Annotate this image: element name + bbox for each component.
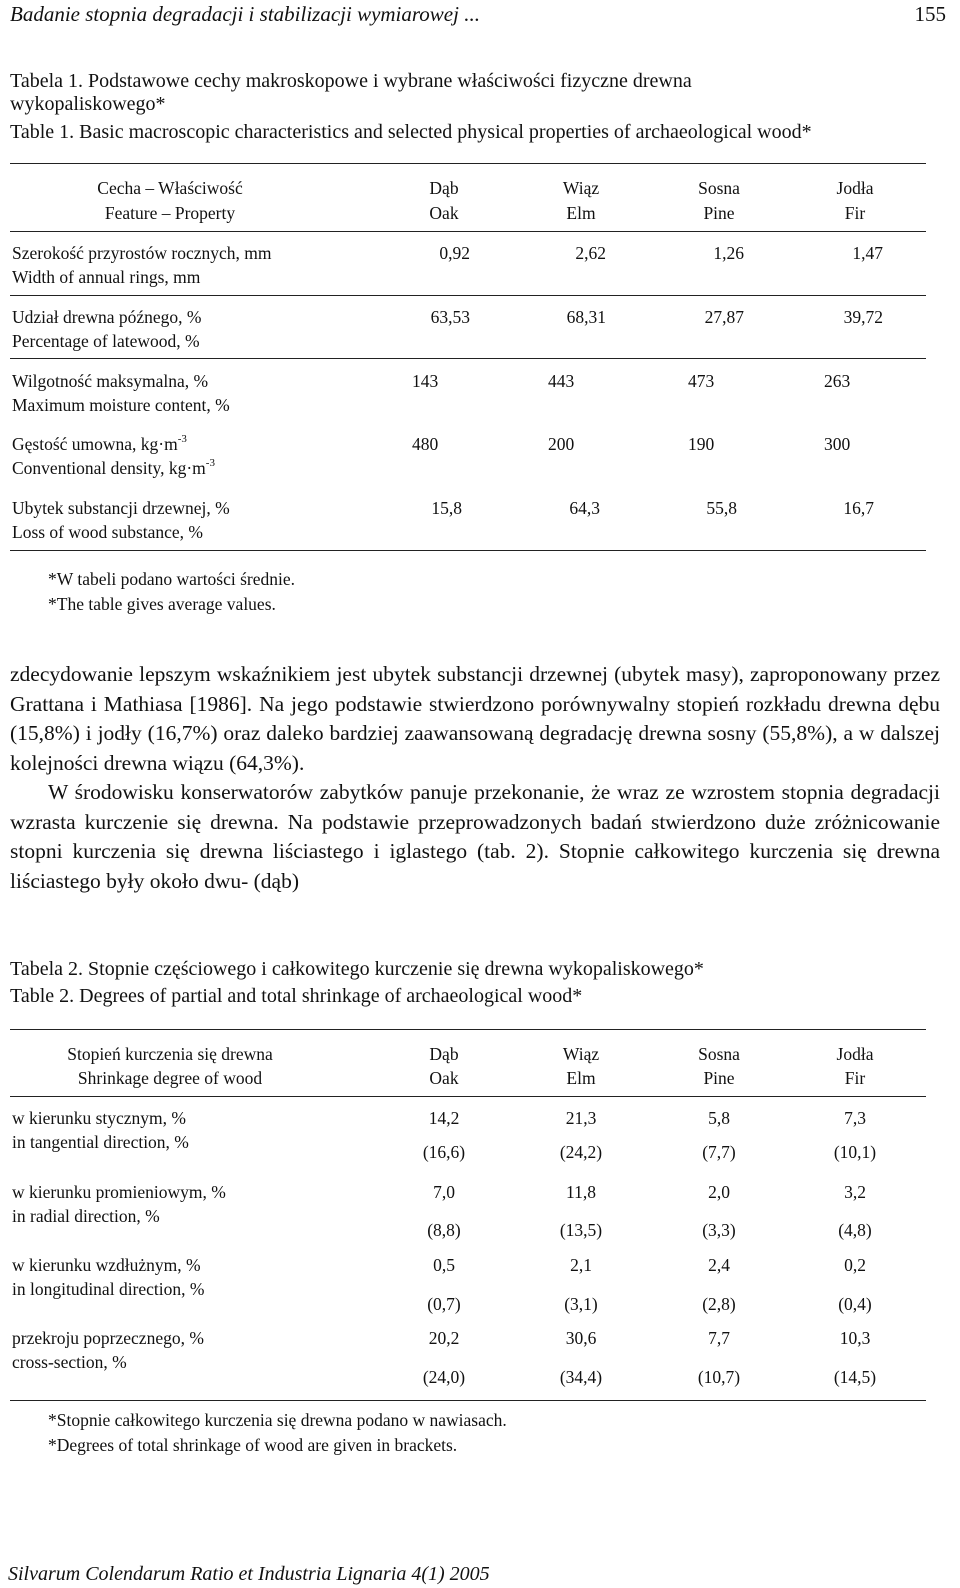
table2-note-en: *Degrees of total shrinkage of wood are given in brackets. [48,1435,458,1455]
table2-row2-pine-total: (3,3) [702,1220,736,1240]
table2-row1-elm-total: (24,2) [559,1142,603,1162]
table2-head-pl: Stopień kurczenia się drewna [67,1044,273,1064]
table2-col-oak-en: Oak [429,1068,459,1088]
table1-row5-oak: 15,8 [431,498,462,518]
table2-top-rule [10,1029,926,1030]
table1-row3-label-pl: Wilgotność maksymalna, % [12,371,209,391]
table1-row2-oak: 63,53 [430,307,470,327]
table2-row1-oak-partial: 14,2 [428,1108,460,1128]
table2-row4-oak-partial: 20,2 [428,1328,460,1348]
table2-row2-fir-total: (4,8) [838,1220,872,1240]
table2-row3-label-pl: w kierunku wzdłużnym, % [12,1255,201,1275]
journal-footer: Silvarum Colendarum Ratio et Industria Lignaria 4(1) 2005 [8,1563,490,1585]
table1-row-rule [10,358,926,359]
table1-note-en: *The table gives average values. [48,594,276,614]
body-text [10,660,940,896]
table1-row5-fir: 16,7 [843,498,874,518]
table2-row2-pine-partial: 2,0 [708,1182,730,1202]
table2-row1-label-en: in tangential direction, % [12,1132,189,1152]
table1-caption-pl-line2: wykopaliskowego* [10,93,166,115]
table1-note-pl: *W tabeli podano wartości średnie. [48,569,296,589]
table2-caption-en: Table 2. Degrees of partial and total shrinkage of archaeological wood* [10,985,583,1007]
table2-col-oak-pl: Dąb [429,1044,459,1064]
table2-row1-fir-partial: 7,3 [844,1108,866,1128]
table2-row3-pine-partial: 2,4 [708,1255,730,1275]
body-paragraph-1: zdecydowanie lepszym wskaźnikiem jest ubytek substancji drzewnej (ubytek masy), zaproponowany przez Grattana i Mathiasa [1986]. Na jego podstawie stwierdzono porównywalny stopień rozkładu drewna dębu (15,8%) i jodły (16,7%) oraz daleko bardziej zaawansowaną degradację drewna sosny (55,8%), a w dalszej kolejności drewna wiązu (64,3%). [10,662,940,775]
table1-col-elm-pl: Wiąz [562,178,600,198]
table1-row3-label-en: Maximum moisture content, % [12,395,230,415]
table1-col-fir-pl: Jodła [836,178,874,198]
table2-row1-fir-total: (10,1) [833,1142,877,1162]
table2-row3-elm-total: (3,1) [564,1294,598,1314]
table2-row3-elm-partial: 2,1 [570,1255,592,1275]
table2-row3-oak-total: (0,7) [427,1294,461,1314]
table1-col-elm-en: Elm [566,203,596,223]
table1-row5-elm: 64,3 [569,498,600,518]
table1-row5-pine: 55,8 [706,498,737,518]
table2-row3-fir-total: (0,4) [838,1294,872,1314]
running-title: Badanie stopnia degradacji i stabilizacji wymiarowej ... [10,2,480,26]
table2-row2-elm-partial: 11,8 [566,1182,596,1202]
table1-row2-pine: 27,87 [704,307,744,327]
table1-row2-elm: 68,31 [566,307,606,327]
table1-col-pine-pl: Sosna [698,178,740,198]
table2-row4-pine-total: (10,7) [697,1367,741,1387]
table2-row1-pine-total: (7,7) [702,1142,736,1162]
table1-row4-oak: 480 [412,434,439,454]
table2-row3-fir-partial: 0,2 [844,1255,866,1275]
table1-row1-label-en: Width of annual rings, mm [12,267,201,287]
table2-col-pine-pl: Sosna [698,1044,740,1064]
running-header [10,2,946,27]
table1-head-rule [10,231,926,232]
table1-row1-oak: 0,92 [439,243,470,263]
table2-row4-label-pl: przekroju poprzecznego, % [12,1328,204,1348]
table2-col-pine-en: Pine [703,1068,735,1088]
table2-row4-oak-total: (24,0) [422,1367,466,1387]
table2-col-fir-pl: Jodła [836,1044,874,1064]
table1-row2-label-pl: Udział drewna późnego, % [12,307,202,327]
table1-bottom-rule [10,550,926,551]
table1-top-rule [10,163,926,164]
table1-head-pl: Cecha – Właściwość [97,178,243,198]
table2-caption-pl: Tabela 2. Stopnie częściowego i całkowitego kurczenie się drewna wykopaliskowego* [10,958,704,980]
table1-row4-label-pl: Gęstość umowna, $kg\cdot m^{-3}$ [12,433,187,454]
table1-head-en: Feature – Property [104,203,236,223]
table2-head-en: Shrinkage degree of wood [77,1068,263,1088]
table1-row3-pine: 473 [688,371,715,391]
table2-row1-oak-total: (16,6) [422,1142,466,1162]
table1-row4-fir: 300 [824,434,851,454]
body-paragraph-2: W środowisku konserwatorów zabytków panuje przekonanie, że wraz ze wzrostem stopnia degradacji wzrasta kurczenie się drewna. Na podstawie przeprowadzonych badań stwierdzono duże zróżnicowanie stopni kurczenia się drewna liściastego i iglastego (tab. 2). Stopnie całkowitego kurczenia się drewna liściastego były około dwu- (dąb) [10,780,940,893]
table2-row1-pine-partial: 5,8 [708,1108,730,1128]
table2-row4-fir-total: (14,5) [833,1367,877,1387]
table1-col-oak-en: Oak [429,203,459,223]
table1-row4-elm: 200 [548,434,575,454]
table2-head-rule [10,1096,926,1097]
table2-col-elm-pl: Wiąz [562,1044,600,1064]
table1-col-oak-pl: Dąb [429,178,459,198]
table2-row3-pine-total: (2,8) [702,1294,736,1314]
table2-row4-pine-partial: 7,7 [708,1328,730,1348]
table2-row1-label-pl: w kierunku stycznym, % [12,1108,186,1128]
table1-row4-pine: 190 [688,434,715,454]
table1-row3-elm: 443 [548,371,575,391]
table2-row2-oak-partial: 7,0 [433,1182,455,1202]
table2-row4-label-en: cross-section, % [12,1352,127,1372]
table1-col-fir-en: Fir [844,203,866,223]
table1-caption-en: Table 1. Basic macroscopic characteristics and selected physical properties of archaeological wood* [10,121,812,143]
table2-row1-elm-partial: 21,3 [565,1108,597,1128]
table2-row3-oak-partial: 0,5 [433,1255,455,1275]
table1-caption-pl-line1: Tabela 1. Podstawowe cechy makroskopowe i wybrane właściwości fizyczne drewna [10,70,692,92]
table1-row3-fir: 263 [824,371,851,391]
table1-caption-pl [10,70,945,92]
table2-row4-fir-partial: 10,3 [839,1328,871,1348]
table1-row5-label-pl: Ubytek substancji drzewnej, % [12,498,230,518]
table2-row4-elm-partial: 30,6 [565,1328,597,1348]
table1-row1-label-pl: Szerokość przyrostów rocznych, mm [12,243,272,263]
table1-row2-fir: 39,72 [843,307,883,327]
table2-row4-elm-total: (34,4) [559,1367,603,1387]
table2-row2-label-en: in radial direction, % [12,1206,160,1226]
table2-row2-label-pl: w kierunku promieniowym, % [12,1182,226,1202]
table1-row1-elm: 2,62 [575,243,606,263]
table2-col-elm-en: Elm [566,1068,596,1088]
table1-row-rule [10,295,926,296]
table2-row3-label-en: in longitudinal direction, % [12,1279,205,1299]
table2-row2-fir-partial: 3,2 [844,1182,866,1202]
table1-row3-oak: 143 [412,371,439,391]
table1-row2-label-en: Percentage of latewood, % [12,331,200,351]
table1-row1-fir: 1,47 [852,243,883,263]
table1-col-pine-en: Pine [703,203,735,223]
table1-row1-pine: 1,26 [713,243,744,263]
table2-bottom-rule [10,1400,926,1401]
table1-row5-label-en: Loss of wood substance, % [12,522,204,542]
table2-note-pl: *Stopnie całkowitego kurczenia się drewna podano w nawiasach. [48,1410,507,1430]
table2-row2-oak-total: (8,8) [427,1220,461,1240]
table2-row2-elm-total: (13,5) [559,1220,603,1240]
page-number: 155 [914,2,946,26]
table1-row4-label-en: Conventional density, $kg\cdot m^{-3}$ [12,457,215,478]
table2-col-fir-en: Fir [844,1068,866,1088]
